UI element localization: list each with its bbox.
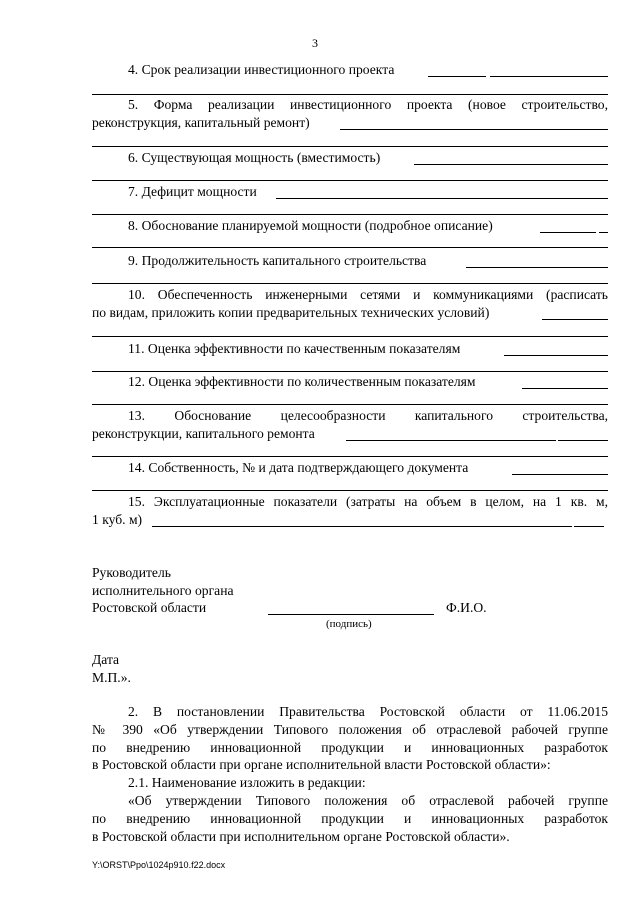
item-5-line1: 5. Форма реализации инвестиционного проекта (новое строительство, [128, 97, 608, 112]
para-2-line3: по внедрению инновационной продукции и инновационных разработок [92, 740, 608, 755]
item-7-label: 7. Дефицит мощности [128, 184, 257, 199]
item-4-blank-line [92, 94, 608, 95]
item-12-label: 12. Оценка эффективности по количественным показателям [128, 374, 476, 389]
signature-title-line1: Руководитель [92, 565, 171, 580]
item-9-blank [466, 267, 608, 268]
item-14-blank-line [92, 490, 608, 491]
item-10-blank [542, 319, 608, 320]
signature-title-line2: исполнительного органа [92, 583, 234, 598]
item-9-blank-line [92, 283, 608, 284]
item-6-blank [414, 164, 608, 165]
item-8-blank-line [92, 247, 608, 248]
item-5-blank-line [92, 146, 608, 147]
quote-line2: по внедрению инновационной продукции и инновационных разработок [92, 811, 608, 826]
item-5-line2: реконструкция, капитальный ремонт) [92, 115, 310, 130]
para-2-line1: 2. В постановлении Правительства Ростовской области от 11.06.2015 [128, 704, 608, 719]
item-10-line2: по видам, приложить копии предварительных технических условий) [92, 305, 490, 320]
item-15-line1: 15. Эксплуатационные показатели (затраты на объем в целом, на 1 кв. м, [128, 494, 608, 509]
item-15-blank-b [574, 526, 604, 527]
signature-title-line3: Ростовской области [92, 600, 207, 615]
item-9-label: 9. Продолжительность капитального строительства [128, 253, 427, 268]
page-number: 3 [312, 36, 318, 50]
item-13-line1: 13. Обоснование целесообразности капитального строительства, [128, 408, 608, 423]
item-4-blank-a [428, 76, 486, 77]
item-14-blank [512, 474, 608, 475]
item-14-label: 14. Собственность, № и дата подтверждающего документа [128, 460, 469, 475]
signature-mp: М.П.». [92, 670, 131, 685]
item-12-blank-line [92, 404, 608, 405]
item-7-blank-line [92, 214, 608, 215]
item-12-blank [522, 388, 608, 389]
quote-line1: «Об утверждении Типового положения об отраслевой рабочей группе [128, 793, 608, 808]
item-11-blank [504, 355, 608, 356]
item-10-blank-line [92, 336, 608, 337]
para-2-line2: № 390 «Об утверждении Типового положения об отраслевой рабочей группе [92, 722, 608, 737]
para-2-line4: в Ростовской области при органе исполнительной власти Ростовской области»: [92, 757, 551, 772]
item-11-blank-line [92, 371, 608, 372]
item-13-blank-b [558, 440, 608, 441]
signature-date: Дата [92, 652, 120, 667]
signature-fio: Ф.И.О. [446, 600, 487, 615]
item-15-blank-a [152, 526, 572, 527]
item-4-label: 4. Срок реализации инвестиционного проекта [128, 62, 395, 77]
item-8-blank-b [599, 232, 608, 233]
item-13-line2: реконструкции, капитального ремонта [92, 426, 315, 441]
item-13-blank-a [346, 440, 556, 441]
item-8-blank-a [540, 232, 596, 233]
para-2-1: 2.1. Наименование изложить в редакции: [128, 775, 366, 790]
item-10-line1: 10. Обеспеченность инженерными сетями и коммуникациями (расписать [128, 287, 608, 302]
item-7-blank [276, 198, 608, 199]
item-15-line2: 1 куб. м) [92, 512, 143, 527]
quote-line3: в Ростовской области при исполнительном органе Ростовской области». [92, 829, 510, 844]
item-13-blank-line [92, 456, 608, 457]
item-6-label: 6. Существующая мощность (вместимость) [128, 150, 381, 165]
item-4-blank-b [490, 76, 608, 77]
item-5-blank [340, 129, 608, 130]
signature-line [268, 614, 434, 615]
footer-file-path: Y:\ORST\Ppo\1024p910.f22.docx [92, 860, 226, 870]
item-6-blank-line [92, 180, 608, 181]
signature-caption: (подпись) [326, 618, 372, 630]
item-8-label: 8. Обоснование планируемой мощности (подробное описание) [128, 218, 493, 233]
item-11-label: 11. Оценка эффективности по качественным показателям [128, 341, 461, 356]
